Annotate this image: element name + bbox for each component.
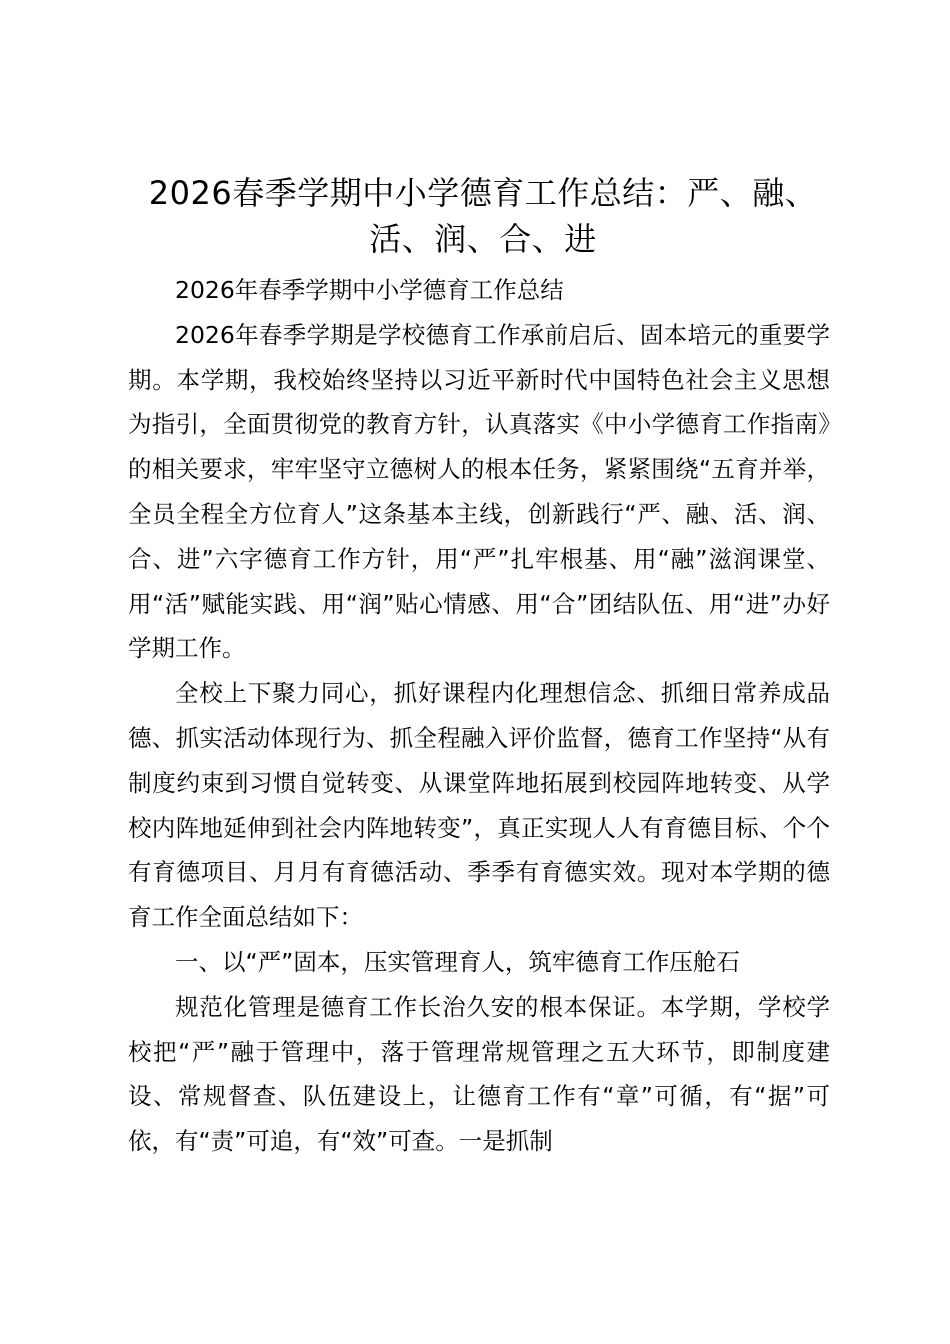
section-paragraph: 规范化管理是德育工作长治久安的根本保证。本学期，学校学校把“严”融于管理中，落于管理常规管理之五大环节，即制度建设、常规督查、队伍建设上，让德育工作有“章”可循，有“据”可依，有“责”可追，有“效”可查。一是抓制	[128, 992, 830, 1156]
section-heading: 一、以“严”固本，压实管理育人，筑牢德育工作压舱石	[175, 947, 740, 976]
document-page	[128, 170, 830, 1164]
overview-paragraph: 全校上下聚力同心，抓好课程内化理想信念、抓细日常养成品德、抓实活动体现行为、抓全程融入评价监督，德育工作坚持“从有制度约束到习惯自觉转变、从课堂阵地拓展到校园阵地转变、从学校内阵地延伸到社会内阵地转变”，真正实现人人有育德目标、个个有育德项目、月月有育德活动、季季有育德实效。现对本学期的德育工作全面总结如下：	[128, 679, 830, 932]
intro-paragraph: 2026年春季学期是学校德育工作承前启后、固本培元的重要学期。本学期，我校始终坚持以习近平新时代中国特色社会主义思想为指引，全面贯彻党的教育方针，认真落实《中小学德育工作指南》的相关要求，牢牢坚守立德树人的根本任务，紧紧围绕“五育并举，全员全程全方位育人”这条基本主线，创新践行“严、融、活、润、合、进”六字德育工作方针，用“严”扎牢根基、用“融”滋润课堂、用“活”赋能实践、用“润”贴心情感、用“合”团结队伍、用“进”办好学期工作。	[128, 320, 830, 663]
document-title: 2026春季学期中小学德育工作总结：严、融、活、润、合、进	[148, 174, 818, 258]
document-subtitle: 2026年春季学期中小学德育工作总结	[175, 276, 564, 304]
